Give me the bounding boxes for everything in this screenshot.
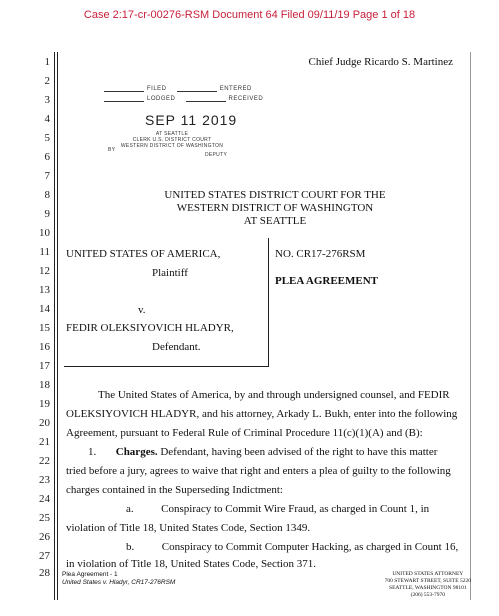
- line-number: 23: [39, 474, 50, 486]
- line-number: 1: [44, 56, 50, 68]
- stamp-deputy: DEPUTY: [205, 152, 228, 158]
- footer-office: UNITED STATES ATTORNEY: [392, 571, 464, 577]
- line-number: 21: [39, 436, 50, 448]
- footer-phone: (206) 553-7970: [410, 592, 445, 598]
- line-number: 10: [39, 227, 50, 239]
- line-number: 27: [39, 550, 50, 562]
- paragraph-1-text: Defendant, having been advised of the right to have this matter: [160, 446, 438, 458]
- paragraph-1-heading: Charges.: [115, 446, 158, 458]
- court-line-2: WESTERN DISTRICT OF WASHINGTON: [176, 202, 374, 214]
- defendant-role: Defendant.: [152, 341, 201, 353]
- line-number: 13: [39, 284, 50, 296]
- line-number: 22: [39, 455, 50, 467]
- line-number: 24: [39, 493, 50, 505]
- paragraph-1-line-1: [88, 446, 488, 458]
- line-number: 11: [39, 246, 50, 258]
- margin-rule-right: [470, 52, 471, 600]
- defendant-name: FEDIR OLEKSIYOVICH HLADYR,: [66, 322, 234, 334]
- footer-city: SEATTLE, WASHINGTON 98101: [389, 585, 467, 591]
- caption-divider-vertical: [268, 238, 269, 366]
- line-number: 12: [39, 265, 50, 277]
- line-number: 4: [44, 113, 50, 125]
- line-number: 7: [44, 170, 50, 182]
- caption-divider-horizontal: [64, 366, 269, 367]
- case-number: NO. CR17-276RSM: [275, 248, 366, 260]
- intro-line-2: OLEKSIYOVICH HLADYR, and his attorney, Arkady L. Bukh, enter into the following: [66, 408, 458, 420]
- item-a-line-1: [126, 503, 499, 515]
- document-title: PLEA AGREEMENT: [275, 275, 378, 287]
- stamp-at-seattle: AT SEATTLE: [155, 131, 189, 137]
- stamp-date: SEP 11 2019: [145, 112, 238, 128]
- court-line-1: UNITED STATES DISTRICT COURT FOR THE: [164, 189, 386, 201]
- footer-left: [62, 571, 175, 587]
- judge-name: Chief Judge Ricardo S. Martinez: [308, 56, 453, 68]
- line-number: 2: [44, 75, 50, 87]
- item-a-label: a.: [126, 503, 134, 515]
- stamp-clerk: CLERK U.S. DISTRICT COURT: [132, 137, 212, 143]
- line-number: 18: [39, 379, 50, 391]
- line-number: 15: [39, 322, 50, 334]
- margin-rule-left-outer: [54, 52, 55, 600]
- case-header: Case 2:17-cr-00276-RSM Document 64 Filed 09/11/19 Page 1 of 18: [83, 9, 416, 21]
- line-number: 6: [44, 151, 50, 163]
- item-b-text: Conspiracy to Commit Computer Hacking, as charged in Count 16,: [161, 541, 459, 553]
- line-number: 20: [39, 417, 50, 429]
- footer-case-caption: United States v. Hladyr, CR17-276RSM: [62, 579, 176, 586]
- stamp-received: RECEIVED: [228, 96, 264, 102]
- paragraph-1-line-2: tried before a jury, agrees to waive that right and enters a plea of guilty to the following: [66, 465, 451, 477]
- item-a-line-2: violation of Title 18, United States Code, Section 1349.: [66, 522, 311, 534]
- plaintiff-name: UNITED STATES OF AMERICA,: [66, 248, 221, 260]
- item-a-text: Conspiracy to Commit Wire Fraud, as charged in Count 1, in: [161, 503, 430, 515]
- line-number: 19: [39, 398, 50, 410]
- plaintiff-role: Plaintiff: [152, 267, 188, 279]
- footer-page-label: Plea Agreement - 1: [62, 571, 118, 578]
- paragraph-1-number: 1.: [88, 446, 97, 458]
- stamp-district: WESTERN DISTRICT OF WASHINGTON: [120, 143, 224, 149]
- footer-right: [385, 571, 471, 599]
- line-number: 16: [39, 341, 50, 353]
- intro-line-1: The United States of America, by and through undersigned counsel, and FEDIR: [98, 389, 450, 401]
- versus: v.: [138, 304, 146, 316]
- line-number: 3: [44, 94, 50, 106]
- stamp-filed: FILED: [147, 86, 167, 92]
- stamp-lodged: LODGED: [147, 96, 176, 102]
- line-number: 26: [39, 531, 50, 543]
- stamp-lodged-row: [104, 96, 263, 102]
- paragraph-1-line-3: charges contained in the Superseding Indictment:: [66, 484, 283, 496]
- stamp-details: [112, 131, 232, 149]
- line-number: 14: [39, 303, 50, 315]
- court-heading: [75, 189, 475, 228]
- line-number: 25: [39, 512, 50, 524]
- stamp-filed-row: [104, 86, 252, 92]
- line-number: 9: [44, 208, 50, 220]
- line-number: 28: [39, 567, 50, 579]
- stamp-by: BY: [108, 147, 116, 153]
- footer-street: 700 STEWART STREET, SUITE 5220: [384, 578, 471, 584]
- item-b-line-1: [126, 541, 499, 553]
- line-number: 17: [39, 360, 50, 372]
- stamp-entered: ENTERED: [219, 86, 252, 92]
- court-line-3: AT SEATTLE: [243, 215, 307, 227]
- item-b-label: b.: [126, 541, 135, 553]
- line-number: 8: [44, 189, 50, 201]
- item-b-line-2: in violation of Title 18, United States Code, Section 371.: [66, 558, 316, 570]
- margin-rule-left-inner: [57, 52, 58, 600]
- intro-line-3: Agreement, pursuant to Federal Rule of Criminal Procedure 11(c)(1)(A) and (B):: [66, 427, 423, 439]
- line-number: 5: [44, 132, 50, 144]
